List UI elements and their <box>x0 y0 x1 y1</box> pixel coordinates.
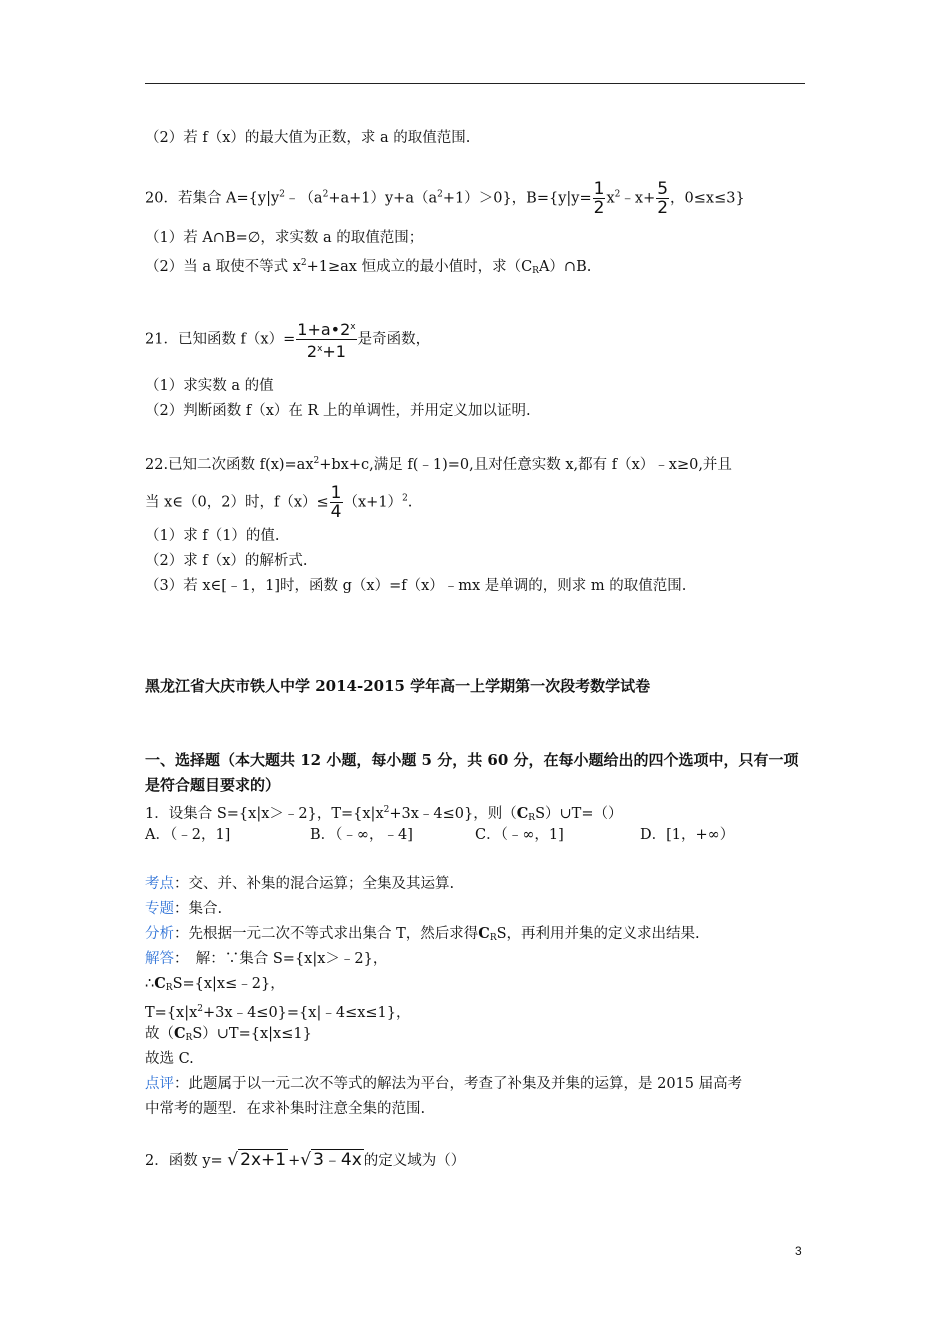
exp: 2 <box>437 189 443 200</box>
exp: 2 <box>313 456 320 466</box>
q1-options <box>145 825 734 845</box>
sub-r: R <box>528 813 536 823</box>
solution-line5: 故选 C. <box>145 1051 194 1067</box>
q21-part2: （2）判断函数 f（x）在 R 上的单调性，并用定义加以证明. <box>145 403 531 419</box>
frac-den: 4 <box>330 502 342 522</box>
q21-num: 1+a•2 <box>297 320 351 339</box>
q19-part2: （2）若 f（x）的最大值为正数，求 a 的取值范围. <box>145 130 471 146</box>
q21-frac <box>296 318 356 361</box>
exp: 2 <box>322 189 329 200</box>
sub-r: R <box>165 983 173 993</box>
zhuanti-line <box>145 899 222 919</box>
kaodian-line <box>145 874 454 894</box>
sol4-a: 故（ <box>145 1026 174 1042</box>
sol2-a: ∴ <box>145 976 155 992</box>
q1-stem <box>145 800 622 828</box>
zhuanti-label: 专题 <box>145 901 174 917</box>
q22-line2 <box>145 484 412 521</box>
q22-frac <box>330 484 343 521</box>
option-c: C．（﹣∞，1] <box>475 827 564 843</box>
fenxi-line <box>145 924 700 948</box>
q20-mid1: ﹣（a <box>284 190 323 207</box>
fenxi-text-b: S，再利用并集的定义求出结果. <box>496 926 700 942</box>
c-symbol: C <box>478 925 490 942</box>
q20-frac1 <box>593 180 606 217</box>
frac-den: 2 <box>593 198 605 218</box>
q21-den-post: +1 <box>322 342 346 361</box>
solution-line4 <box>145 1024 312 1048</box>
q1-stem-c: S）∪T=（） <box>535 806 623 822</box>
q20-mid4: x <box>606 190 615 207</box>
sqrt-1: √ 2x+1 <box>227 1150 287 1170</box>
c-symbol: C <box>174 1025 186 1042</box>
solution-line3 <box>145 999 411 1023</box>
radicand-2: 3﹣4x <box>313 1150 362 1170</box>
radicand-1: 2x+1 <box>240 1150 287 1170</box>
fenxi-text-a: ：先根据一元二次不等式求出集合 T，然后求得 <box>174 926 479 942</box>
q21-part1: （1）求实数 a 的值 <box>145 378 274 394</box>
q20-mid2: +a+1）y+a（a <box>328 190 438 207</box>
exp: 2 <box>614 189 621 200</box>
jieda-label: 解答 <box>145 951 174 967</box>
q21-den: 2 <box>306 342 318 361</box>
q1-stem-b: +3x﹣4≤0}，则（ <box>389 806 517 822</box>
q21-post: 是奇函数， <box>357 331 431 348</box>
q22-line1-a: 22.已知二次函数 f(x)=ax <box>145 457 314 473</box>
q20-post: ，0≤x≤3} <box>670 190 745 207</box>
frac-num <box>296 318 356 340</box>
q22-part1: （1）求 f（1）的值. <box>145 528 280 544</box>
q20-mid3: +1）＞0}，B={y|y= <box>442 190 592 207</box>
q21-pre: 21．已知函数 f（x）= <box>145 331 296 348</box>
page-number: 3 <box>795 1244 802 1258</box>
exp: 2 <box>279 189 285 200</box>
q2-stem <box>145 1150 465 1171</box>
frac-num: 1 <box>593 179 605 199</box>
jieda-line <box>145 949 387 969</box>
exp: 2 <box>300 258 307 268</box>
q20-pre: 20．若集合 A={y|y <box>145 190 280 207</box>
c-symbol: C <box>516 805 529 822</box>
exp: 2 <box>197 1004 204 1014</box>
frac-den: 2 <box>657 198 669 218</box>
option-a: A．（﹣2，1] <box>145 827 231 843</box>
exp: x <box>350 322 356 332</box>
dianping-text-a: ：此题属于以一元二次不等式的解法为平台，考查了补集及并集的运算，是 2015 届高考 <box>174 1076 743 1092</box>
section1-heading-line2: 是符合题目要求的） <box>145 776 281 794</box>
solution-line2 <box>145 974 285 998</box>
q2-pre: 2．函数 y= <box>145 1153 223 1169</box>
q20-part1: （1）若 A∩B=∅，求实数 a 的取值范围； <box>145 230 424 246</box>
dianping-line <box>145 1074 742 1094</box>
jieda-text: ： 解：∵集合 S={x|x＞﹣2}， <box>174 951 388 967</box>
sol3-a: T={x|x <box>145 1005 198 1021</box>
exp: 2 <box>402 493 408 504</box>
q22-line1 <box>145 451 732 475</box>
q21-stem <box>145 318 430 361</box>
q20-part2 <box>145 253 591 281</box>
q22-line2-b: （x+1） <box>343 494 403 511</box>
q20-frac2 <box>656 180 669 217</box>
kaodian-label: 考点 <box>145 876 174 892</box>
q22-line2-c: . <box>407 494 413 511</box>
q20-sub2-a: （2）当 a 取使不等式 x <box>145 259 301 275</box>
kaodian-text: ：交、并、补集的混合运算；全集及其运算. <box>174 876 455 892</box>
q2-post: 的定义域为（） <box>363 1153 466 1169</box>
q1-stem-a: 1．设集合 S={x|x＞﹣2}，T={x|x <box>145 806 384 822</box>
q20-mid5: ﹣x+ <box>620 190 656 207</box>
header-rule <box>145 83 805 84</box>
sqrt-2: √ 3﹣4x <box>300 1150 362 1170</box>
sol3-b: +3x﹣4≤0}={x|﹣4≤x≤1}， <box>203 1005 411 1021</box>
option-d: D．[1，+∞） <box>640 827 735 843</box>
sol2-b: S={x|x≤﹣2}， <box>172 976 285 992</box>
dianping-line2: 中常考的题型．在求补集时注意全集的范围. <box>145 1101 426 1117</box>
exp: 2 <box>383 805 390 815</box>
q22-part3: （3）若 x∈[﹣1，1]时，函数 g（x）=f（x）﹣mx 是单调的，则求 m 的取值范围. <box>145 578 687 594</box>
sub-r: R <box>532 266 539 276</box>
c-symbol: C <box>154 975 166 992</box>
q22-part2: （2）求 f（x）的解析式. <box>145 553 308 569</box>
frac-num: 5 <box>657 179 669 199</box>
dianping-label: 点评 <box>145 1076 174 1092</box>
sub-r: R <box>489 933 497 943</box>
q22-line1-b: +bx+c,满足 f(﹣1)=0,且对任意实数 x,都有 f（x）﹣x≥0,并且 <box>319 457 732 473</box>
option-b: B．（﹣∞，﹣4] <box>310 827 413 843</box>
q20-sub2-c: A）∩B. <box>538 259 592 275</box>
q20-stem <box>145 180 745 217</box>
q20-sub2-b: +1≥ax 恒成立的最小值时，求（C <box>306 259 533 275</box>
q22-line2-a: 当 x∈（0，2）时，f（x）≤ <box>145 494 329 511</box>
frac-den <box>296 340 356 361</box>
fenxi-label: 分析 <box>145 926 174 942</box>
q2-plus: + <box>288 1153 301 1169</box>
section1-heading-line1: 一、选择题（本大题共 12 小题，每小题 5 分，共 60 分，在每小题给出的四个选项中，只有一项 <box>145 751 799 769</box>
exam-title: 黑龙江省大庆市铁人中学 2014-2015 学年高一上学期第一次段考数学试卷 <box>145 677 651 695</box>
zhuanti-text: ：集合. <box>174 901 223 917</box>
exp: x <box>317 344 323 354</box>
frac-num: 1 <box>330 483 342 503</box>
sol4-b: S）∪T={x|x≤1} <box>192 1026 312 1042</box>
sub-r: R <box>185 1033 193 1043</box>
